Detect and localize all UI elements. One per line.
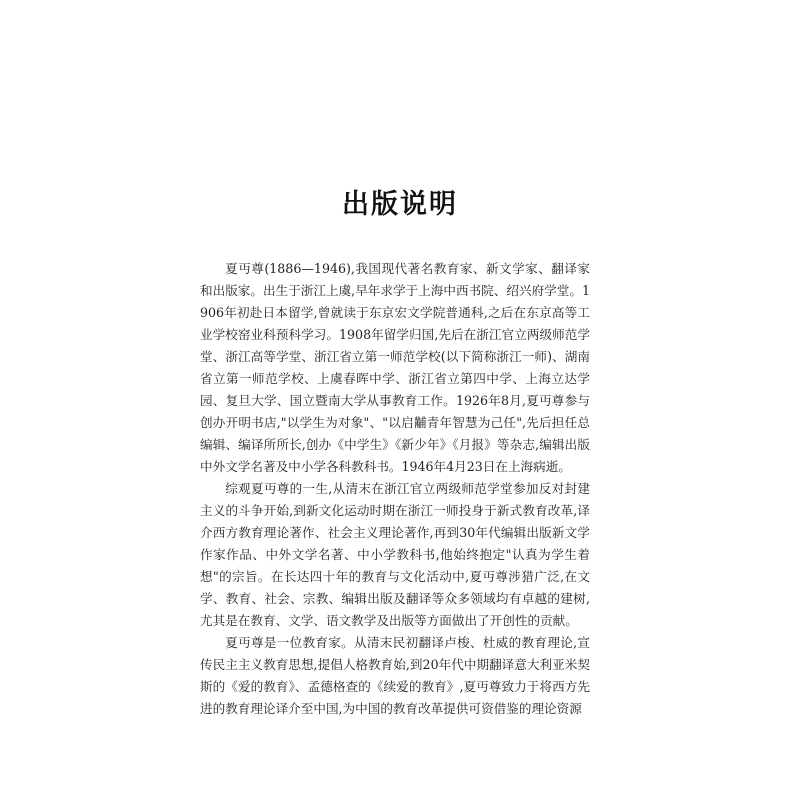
text-body <box>200 258 590 720</box>
paragraph: 夏丏尊(1886—1946),我国现代著名教育家、新文学家、翻译家和出版家。出生于浙江上虞,早年求学于上海中西书院、绍兴府学堂。1906年初赴日本留学,曾就读于东京宏文学院普通科,之后在东京高等工业学校窑业科预科学习。1908年留学归国,先后在浙江官立两级师范学堂、浙江高等学堂、浙江省立第一师范学校(以下简称浙江一师)、湖南省立第一师范学校、上虞春晖中学、浙江省立第四中学、上海立达学园、复旦大学、国立暨南大学从事教育工作。1926年8月,夏丏尊参与创办开明书店,"以学生为对象"、"以启黼青年智慧为己任",先后担任总编辑、编译所所长,创办《中学生》《新少年》《月报》等杂志,编辑出版中外文学名著及中小学各科教科书。1946年4月23日在上海病逝。 <box>200 261 590 474</box>
page-title: 出版说明 <box>342 189 458 220</box>
paragraph: 夏丏尊是一位教育家。从清末民初翻译卢梭、杜威的教育理论,宣传民主主义教育思想,提倡人格教育始,到20年代中期翻译意大利亚米契斯的《爱的教育》、孟德格查的《续爱的教育》,夏丏尊致力于将西方先进的教育理论译介至中国,为中国的教育改革提供可资借鉴的理论资源 <box>200 635 590 716</box>
paragraph: 综观夏丏尊的一生,从清末在浙江官立两级师范学堂参加反对封建主义的斗争开始,到新文化运动时期在浙江一师投身于新式教育改革,译介西方教育理论著作、社会主义理论著作,再到30年代编辑出版新文学作家作品、中外文学名著、中小学教科书,他始终抱定"认真为学生着想"的宗旨。在长达四十年的教育与文化活动中,夏丏尊涉猎广泛,在文学、教育、社会、宗教、编辑出版及翻译等众多领域均有卓越的建树,尤其是在教育、文学、语文教学及出版等方面做出了开创性的贡献。 <box>200 481 590 628</box>
